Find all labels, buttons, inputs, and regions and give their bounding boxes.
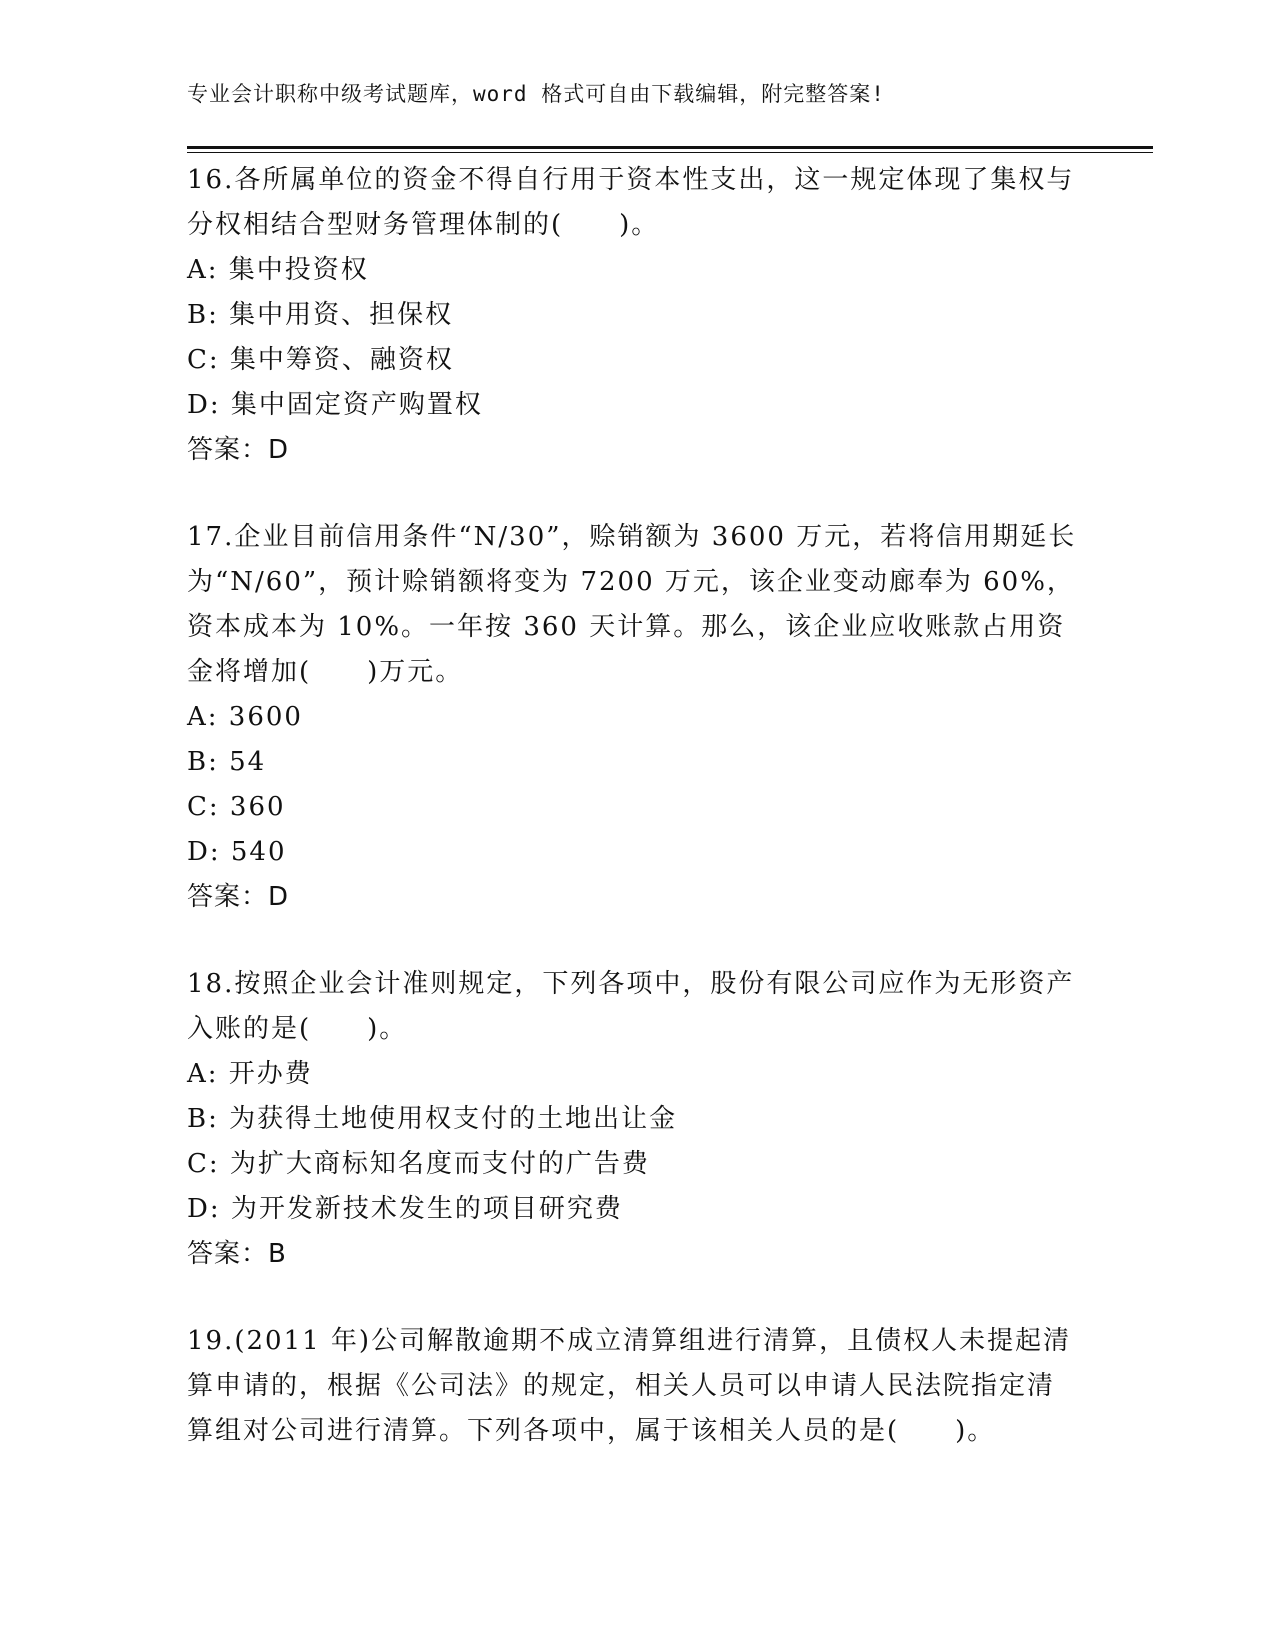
question-17 (187, 515, 1087, 920)
option-b: B: 集中用资、担保权 (187, 300, 454, 330)
answer: 答案：D (187, 435, 290, 465)
option-b: B: 54 (187, 747, 267, 777)
option-c: C: 360 (187, 792, 286, 822)
option-d: D: 为开发新技术发生的项目研究费 (187, 1194, 623, 1224)
question-text: 16.各所属单位的资金不得自行用于资本性支出，这一规定体现了集权与分权相结合型财务管理体制的( )。 (187, 165, 1075, 240)
option-c: C: 集中筹资、融资权 (187, 345, 454, 375)
answer: 答案：B (187, 1239, 287, 1269)
page-header: 专业会计职称中级考试题库，word 格式可自由下载编辑，附完整答案! (187, 82, 885, 106)
option-a: A: 3600 (187, 702, 303, 732)
option-a: A: 集中投资权 (187, 255, 369, 285)
header-rule-thin (187, 152, 1153, 153)
question-text: 19.(2011 年)公司解散逾期不成立清算组进行清算，且债权人未提起清算申请的，根据《公司法》的规定，相关人员可以申请人民法院指定清算组对公司进行清算。下列各项中，属于该相关人员的是( )。 (187, 1326, 1072, 1446)
question-list (187, 158, 1087, 1496)
option-d: D: 集中固定资产购置权 (187, 390, 483, 420)
answer: 答案：D (187, 882, 290, 912)
option-d: D: 540 (187, 837, 287, 867)
question-text: 17.企业目前信用条件“N/30”，赊销额为 3600 万元，若将信用期延长为“N/60”，预计赊销额将变为 7200 万元，该企业变动廊奉为 60%，资本成本为 10%。一年按 360 天计算。那么，该企业应收账款占用资金将增加( )万元。 (187, 522, 1077, 687)
question-16 (187, 158, 1087, 473)
option-b: B: 为获得土地使用权支付的土地出让金 (187, 1104, 678, 1134)
option-a: A: 开办费 (187, 1059, 313, 1089)
header-rule-thick (187, 146, 1153, 149)
option-c: C: 为扩大商标知名度而支付的广告费 (187, 1149, 650, 1179)
question-19 (187, 1319, 1087, 1454)
question-18 (187, 962, 1087, 1277)
question-text: 18.按照企业会计准则规定，下列各项中，股份有限公司应作为无形资产入账的是( )。 (187, 969, 1075, 1044)
